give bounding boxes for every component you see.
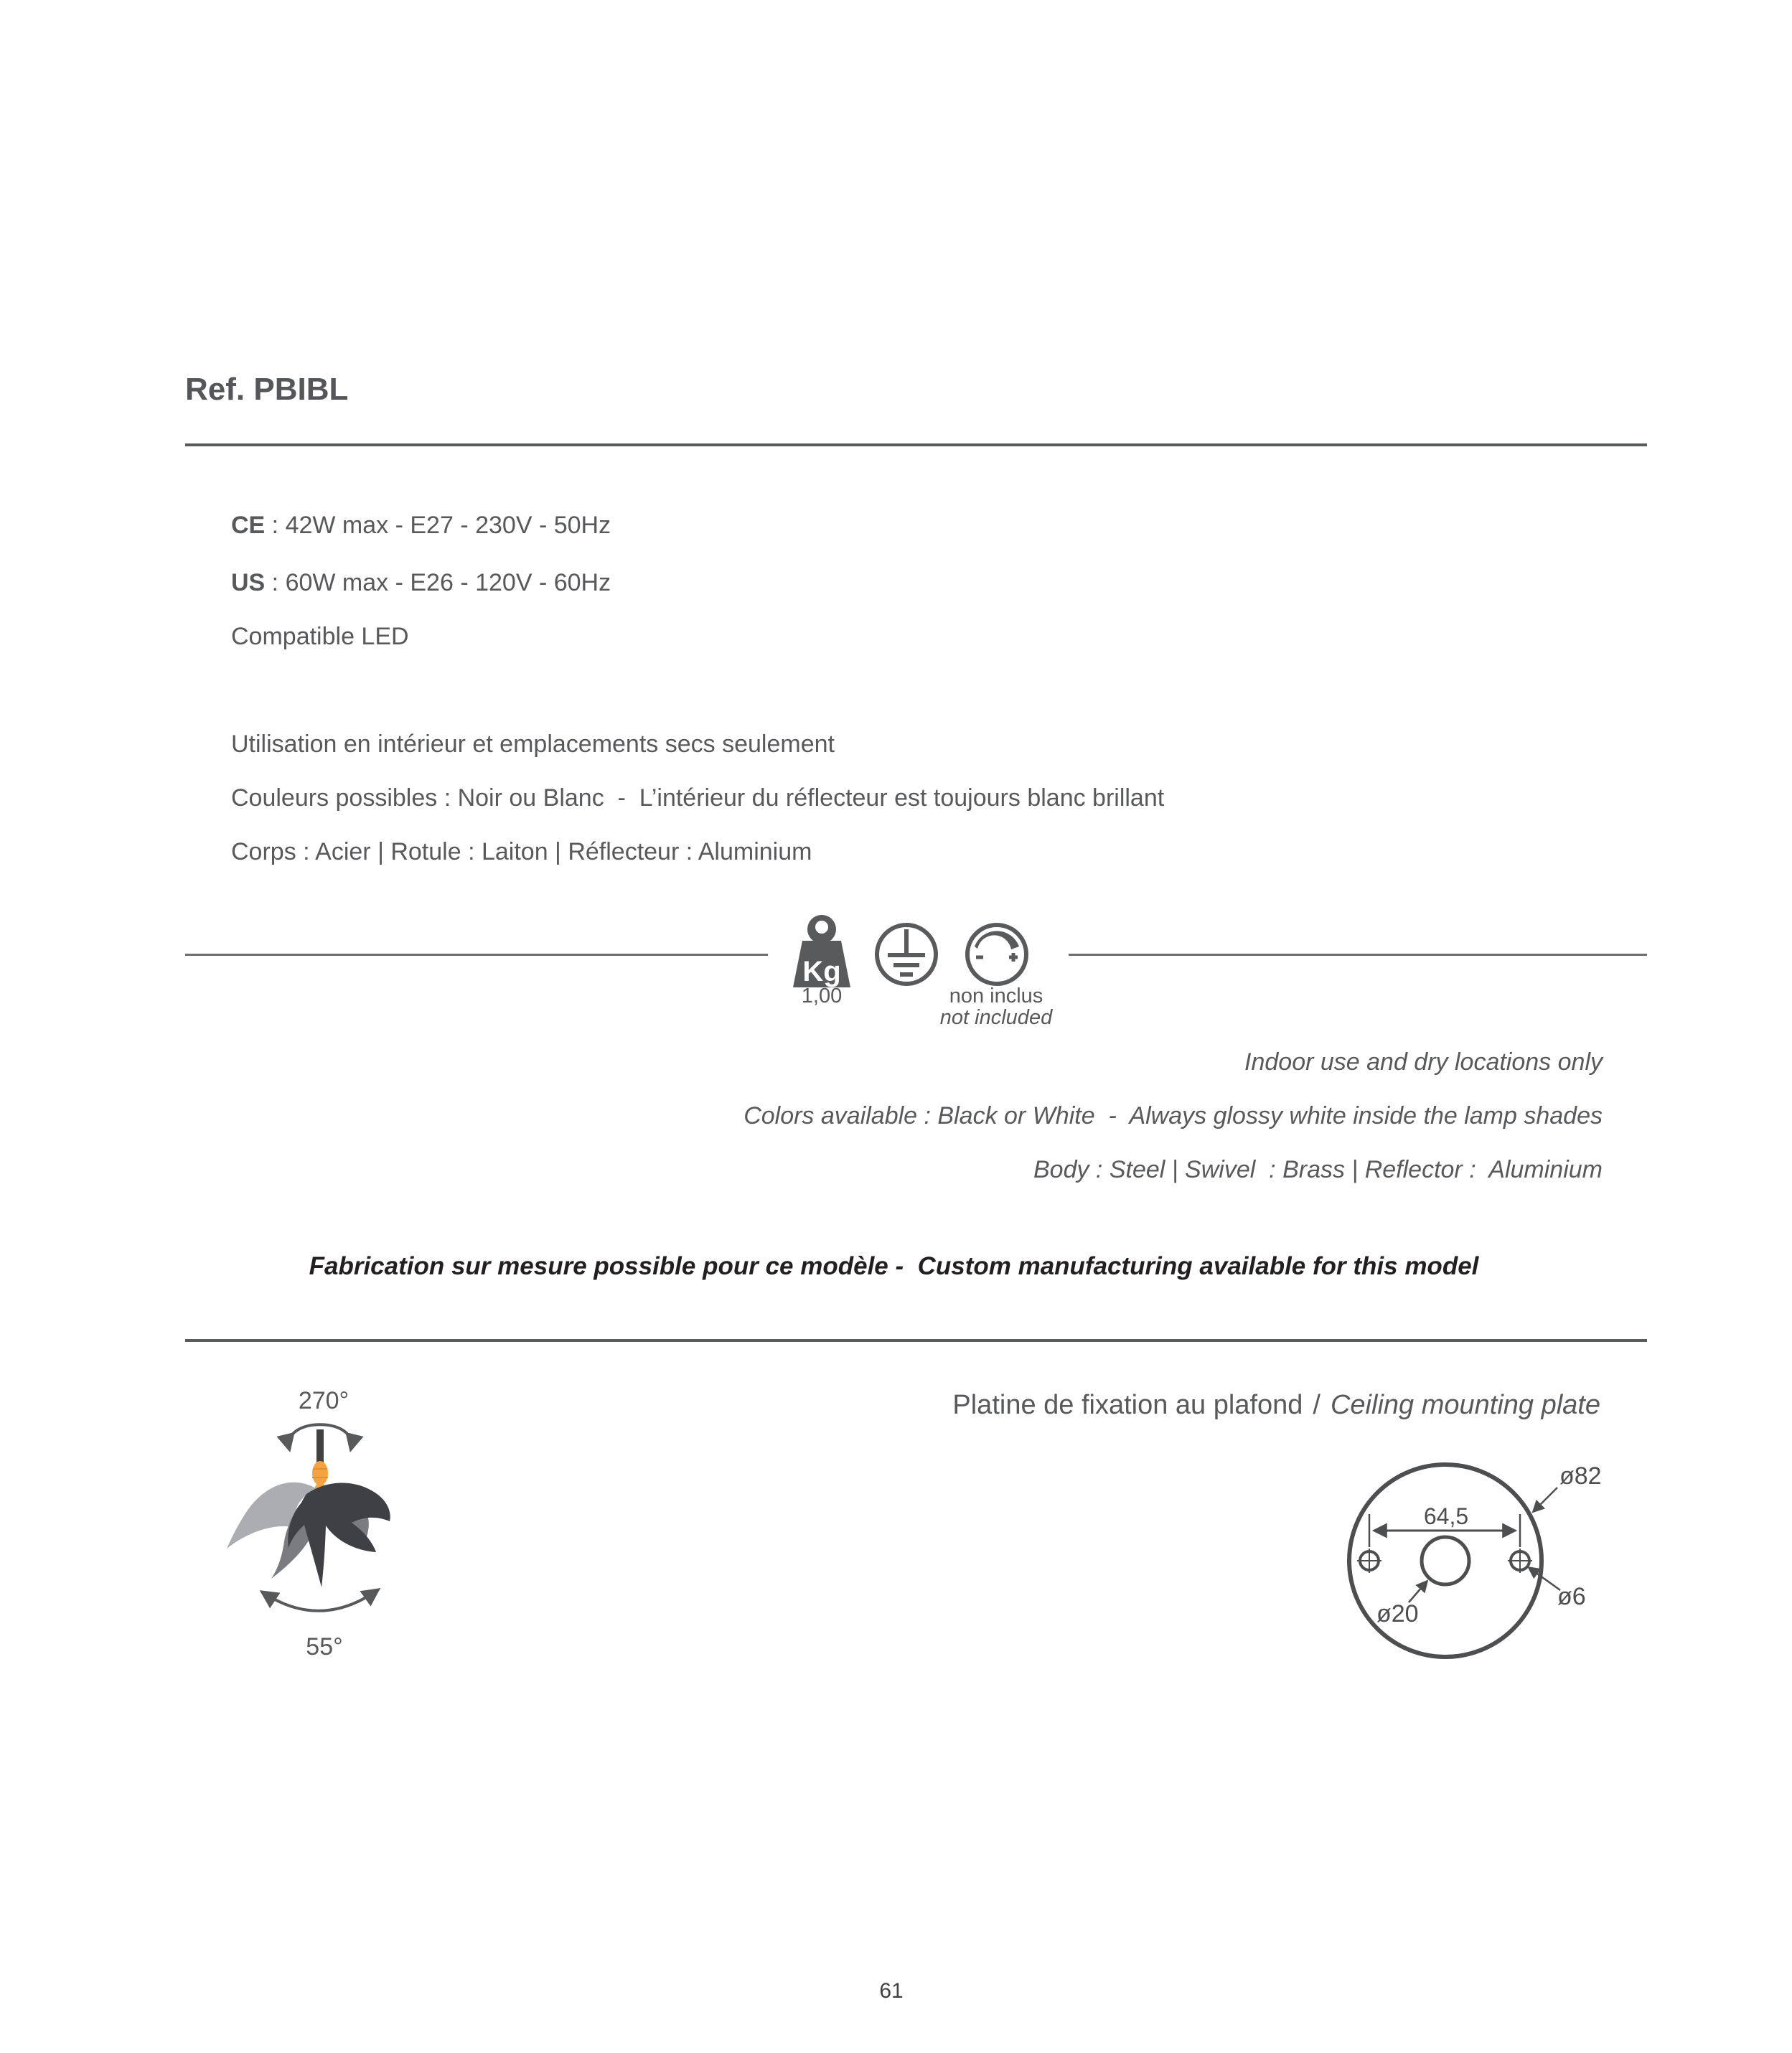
tilt-angle-label: 55°	[306, 1633, 343, 1660]
outer-diameter-arrow	[1534, 1488, 1557, 1511]
fr-materials-line: Corps : Acier | Rotule : Laiton | Réflecteur : Aluminium	[231, 838, 812, 865]
page-number: 61	[879, 1979, 904, 2003]
spec-line-ce	[231, 511, 611, 540]
screw-hole-label: ø6	[1557, 1583, 1586, 1610]
us-label: US	[231, 569, 266, 596]
protective-earth-icon	[874, 922, 939, 987]
weight-unit-label: Kg	[802, 956, 841, 987]
spec-line-us	[231, 568, 611, 598]
mounting-caption-en: Ceiling mounting plate	[1330, 1390, 1600, 1420]
fr-colors-line: Couleurs possibles : Noir ou Blanc - L’intérieur du réflecteur est toujours blanc brillant	[231, 784, 1165, 812]
dimmer-icon	[965, 922, 1029, 987]
rotation-angle-label: 270°	[298, 1387, 350, 1414]
ce-value: : 42W max - E27 - 230V - 50Hz	[265, 512, 611, 539]
plate-center-hole	[1422, 1537, 1469, 1584]
divider-icons-right	[1069, 954, 1647, 956]
hole-spacing-label: 64,5	[1423, 1503, 1469, 1529]
us-value: : 60W max - E26 - 120V - 60Hz	[265, 569, 611, 596]
divider-bottom	[185, 1339, 1647, 1342]
mounting-caption-fr: Platine de fixation au plafond	[952, 1390, 1303, 1420]
lamp-rotation-diagram	[215, 1378, 502, 1665]
dimmer-note-en: not included	[939, 1006, 1053, 1029]
en-usage-line: Indoor use and dry locations only	[1244, 1048, 1603, 1076]
divider-icons-left	[185, 954, 768, 956]
divider-top	[185, 443, 1647, 446]
weight-kg-icon	[789, 912, 854, 987]
en-colors-line: Colors available : Black or White - Always glossy white inside the lamp shades	[743, 1102, 1603, 1129]
screw-hole-arrow	[1529, 1568, 1560, 1590]
page-title: Ref. PBIBL	[185, 372, 349, 407]
mounting-plate-drawing	[1335, 1450, 1679, 1679]
center-hole-label: ø20	[1376, 1600, 1419, 1627]
custom-manufacturing-note: Fabrication sur mesure possible pour ce modèle - Custom manufacturing available for this model	[309, 1252, 1479, 1280]
mounting-caption-separator: /	[1313, 1390, 1320, 1420]
fr-usage-line: Utilisation en intérieur et emplacements secs seulement	[231, 730, 835, 758]
lamp-stem	[316, 1429, 324, 1465]
lamp-swivel	[312, 1461, 328, 1485]
tilt-arrow-arc	[263, 1590, 377, 1611]
weight-value: 1,00	[801, 985, 843, 1007]
outer-diameter-label: ø82	[1559, 1462, 1602, 1490]
ce-label: CE	[231, 512, 266, 539]
en-materials-line: Body : Steel | Swivel : Brass | Reflector : Aluminium	[1033, 1156, 1603, 1183]
center-hole-arrow	[1409, 1582, 1427, 1602]
spec-line-led: Compatible LED	[231, 623, 409, 650]
mounting-plate-caption	[952, 1389, 1600, 1422]
dimmer-note-fr: non inclus	[949, 985, 1043, 1007]
